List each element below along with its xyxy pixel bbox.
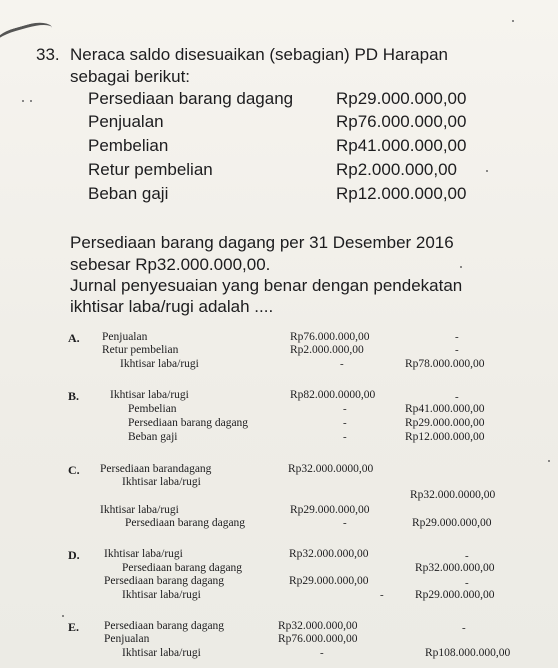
option-e-account: Penjualan [104, 633, 150, 645]
option-e-debit: - [320, 647, 324, 659]
option-d-debit: Rp29.000.000,00 [289, 575, 369, 587]
option-a-debit: Rp76.000.000,00 [290, 331, 370, 343]
account-name: Pembelian [88, 136, 169, 155]
option-a-debit: - [340, 358, 344, 370]
option-b-account: Ikhtisar laba/rugi [110, 389, 189, 401]
speck [548, 460, 550, 462]
speck [30, 100, 32, 102]
stem-line-1: Persediaan barang dagang per 31 Desember 2016 [70, 233, 454, 252]
option-d-credit: - [465, 577, 469, 589]
option-a-credit: - [455, 331, 459, 343]
option-b-account: Persediaan barang dagang [128, 417, 249, 429]
option-d-credit: Rp29.000.000,00 [415, 589, 495, 601]
option-c-account: Persediaan barang dagang [125, 517, 246, 529]
question-line-1: Neraca saldo disesuaikan (sebagian) PD Harapan [70, 45, 448, 64]
speck [460, 266, 462, 268]
option-b-debit: - [343, 403, 347, 415]
option-e-account: Ikhtisar laba/rugi [122, 647, 201, 659]
option-c-debit: - [343, 517, 347, 529]
speck [62, 615, 64, 617]
speck [22, 100, 24, 102]
account-value: Rp29.000.000,00 [336, 89, 467, 108]
stem-line-2: sebesar Rp32.000.000,00. [70, 255, 271, 274]
option-c-debit: Rp29.000.000,00 [290, 504, 370, 516]
option-c-account: Ikhtisar laba/rugi [122, 476, 201, 488]
option-c-account: Persediaan barandagang [100, 463, 212, 475]
option-d-account: Ikhtisar laba/rugi [122, 589, 201, 601]
option-d-account: Persediaan barang dagang [104, 575, 225, 587]
option-d-letter[interactable]: D. [68, 548, 80, 562]
option-c-credit: Rp29.000.000,00 [412, 517, 492, 529]
account-name: Penjualan [88, 112, 164, 131]
stem-line-3: Jurnal penyesuaian yang benar dengan pendekatan [70, 276, 463, 295]
option-d-credit: - [465, 550, 469, 562]
option-c-account: Ikhtisar laba/rugi [100, 504, 179, 516]
option-b-credit: - [455, 391, 459, 403]
option-b-debit: Rp82.000.0000,00 [290, 389, 376, 401]
option-a-account: Ikhtisar laba/rugi [120, 358, 199, 370]
option-a-letter[interactable]: A. [68, 331, 80, 345]
option-b-debit: - [343, 417, 347, 429]
speck [512, 20, 514, 22]
option-a-credit: - [455, 344, 459, 356]
option-c-credit: Rp32.000.0000,00 [410, 489, 496, 501]
stem-line-4: ikhtisar laba/rugi adalah .... [70, 297, 274, 316]
question-number: 33. [36, 45, 60, 64]
option-e-credit: - [462, 622, 466, 634]
option-b-account: Pembelian [128, 403, 177, 415]
option-e-debit: Rp32.000.000,00 [278, 620, 358, 632]
option-e-account: Persediaan barang dagang [104, 620, 225, 632]
option-b-credit: Rp29.000.000,00 [405, 417, 485, 429]
account-name: Beban gaji [88, 184, 169, 203]
option-b-account: Beban gaji [128, 431, 178, 443]
option-d-debit: - [380, 589, 384, 601]
account-value: Rp41.000.000,00 [336, 136, 467, 155]
option-b-letter[interactable]: B. [68, 389, 80, 403]
option-b-credit: Rp41.000.000,00 [405, 403, 485, 415]
question-line-2: sebagai berikut: [70, 67, 191, 86]
option-a-debit: Rp2.000.000,00 [290, 344, 364, 356]
option-b-credit: Rp12.000.000,00 [405, 431, 485, 443]
option-c-letter[interactable]: C. [68, 463, 80, 477]
account-value: Rp12.000.000,00 [336, 184, 467, 203]
option-d-debit: Rp32.000.000,00 [289, 548, 369, 560]
option-c-debit: Rp32.000.0000,00 [288, 463, 374, 475]
account-value: Rp2.000.000,00 [336, 160, 457, 179]
option-e-credit: Rp108.000.000,00 [425, 647, 511, 659]
account-name: Retur pembelian [88, 160, 213, 179]
option-e-letter[interactable]: E. [68, 620, 80, 634]
account-value: Rp76.000.000,00 [336, 112, 467, 131]
speck [486, 170, 488, 172]
option-a-account: Penjualan [102, 331, 148, 343]
option-b-debit: - [343, 431, 347, 443]
option-e-debit: Rp76.000.000,00 [278, 633, 358, 645]
option-a-account: Retur pembelian [102, 344, 179, 356]
option-d-account: Ikhtisar laba/rugi [104, 548, 183, 560]
option-d-credit: Rp32.000.000,00 [415, 562, 495, 574]
option-d-account: Persediaan barang dagang [122, 562, 243, 574]
option-a-credit: Rp78.000.000,00 [405, 358, 485, 370]
account-name: Persediaan barang dagang [88, 89, 294, 108]
